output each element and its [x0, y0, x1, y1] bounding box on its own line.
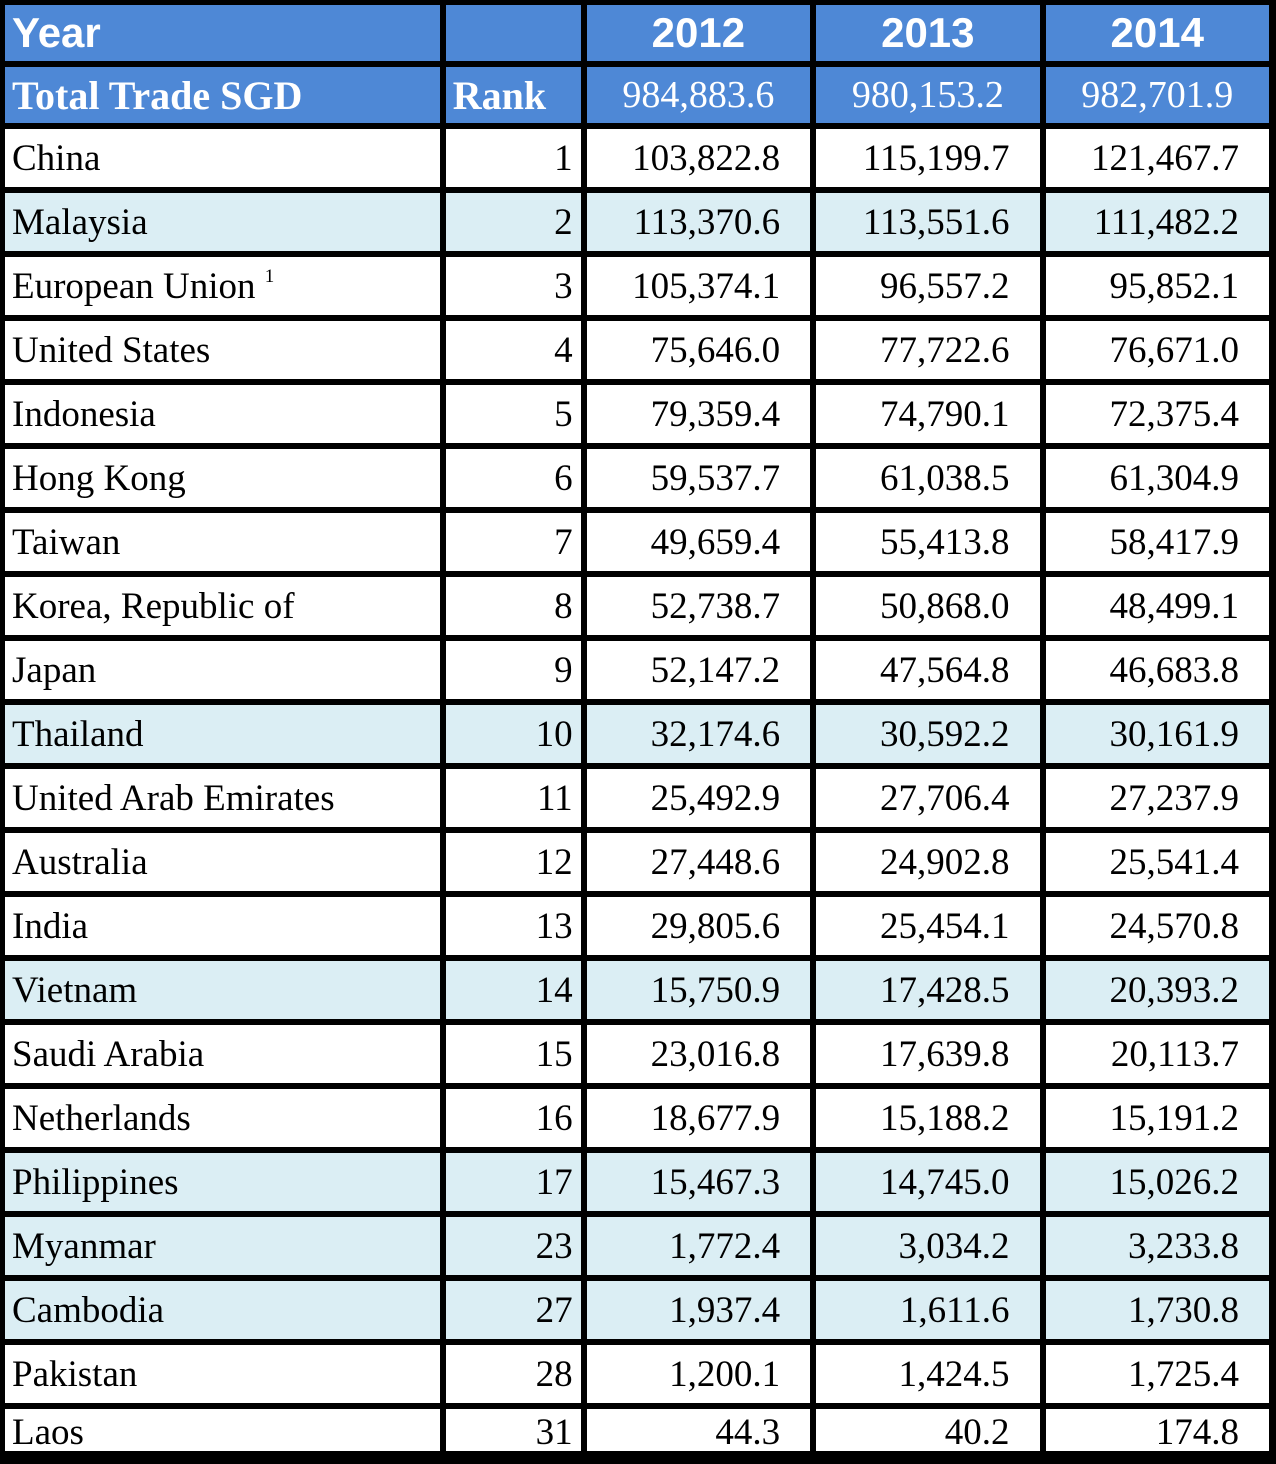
trade-table-body	[5, 5, 1269, 1451]
country-cell	[5, 1025, 440, 1083]
value-cell-2012: 44.3	[587, 1409, 810, 1451]
table-row	[5, 1345, 1269, 1403]
value-cell-2012: 49,659.4	[587, 513, 810, 571]
value-cell-2013: 1,611.6	[816, 1281, 1039, 1339]
table-row	[5, 129, 1269, 187]
value-cell-2012: 15,750.9	[587, 961, 810, 1019]
value-cell-2013: 1,424.5	[816, 1345, 1039, 1403]
value-cell-2013: 50,868.0	[816, 577, 1039, 635]
country-name: Myanmar	[12, 1225, 156, 1267]
table-row	[5, 641, 1269, 699]
country-cell	[5, 321, 440, 379]
table-row	[5, 897, 1269, 955]
value-cell-2012: 18,677.9	[587, 1089, 810, 1147]
header-row	[5, 5, 1269, 61]
value-cell-2014: 121,467.7	[1046, 129, 1269, 187]
table-row	[5, 769, 1269, 827]
country-name: Taiwan	[12, 521, 121, 563]
value-cell-2014: 111,482.2	[1046, 193, 1269, 251]
value-cell-2013: 47,564.8	[816, 641, 1039, 699]
value-cell-2012: 27,448.6	[587, 833, 810, 891]
rank-cell: 2	[446, 193, 581, 251]
country-name: Hong Kong	[12, 457, 186, 499]
country-name: United Arab Emirates	[12, 777, 335, 819]
year-2012-header: 2012	[587, 5, 810, 61]
value-cell-2013: 15,188.2	[816, 1089, 1039, 1147]
table-row	[5, 1153, 1269, 1211]
value-cell-2014: 27,237.9	[1046, 769, 1269, 827]
value-cell-2012: 103,822.8	[587, 129, 810, 187]
rank-cell: 3	[446, 257, 581, 315]
rank-cell: 9	[446, 641, 581, 699]
rank-cell: 10	[446, 705, 581, 763]
rank-cell: 27	[446, 1281, 581, 1339]
rank-cell: 6	[446, 449, 581, 507]
value-cell-2013: 96,557.2	[816, 257, 1039, 315]
value-cell-2013: 25,454.1	[816, 897, 1039, 955]
value-cell-2014: 3,233.8	[1046, 1217, 1269, 1275]
footnote-marker: 1	[264, 265, 275, 287]
country-cell	[5, 1153, 440, 1211]
value-cell-2014: 20,393.2	[1046, 961, 1269, 1019]
value-cell-2013: 74,790.1	[816, 385, 1039, 443]
country-cell	[5, 1281, 440, 1339]
country-cell	[5, 577, 440, 635]
country-name: Laos	[12, 1412, 84, 1451]
year-2013-header: 2013	[816, 5, 1039, 61]
country-name: Philippines	[12, 1161, 179, 1203]
table-row	[5, 961, 1269, 1019]
value-cell-2014: 1,725.4	[1046, 1345, 1269, 1403]
rank-cell: 11	[446, 769, 581, 827]
country-cell	[5, 1217, 440, 1275]
table-row	[5, 577, 1269, 635]
country-cell	[5, 385, 440, 443]
value-cell-2014: 174.8	[1046, 1409, 1269, 1451]
value-cell-2014: 95,852.1	[1046, 257, 1269, 315]
value-cell-2012: 1,937.4	[587, 1281, 810, 1339]
total-2012: 984,883.6	[587, 67, 810, 123]
value-cell-2014: 76,671.0	[1046, 321, 1269, 379]
value-cell-2013: 55,413.8	[816, 513, 1039, 571]
country-cell	[5, 961, 440, 1019]
rank-header-cell	[446, 5, 581, 61]
value-cell-2013: 17,639.8	[816, 1025, 1039, 1083]
country-name: Thailand	[12, 713, 144, 755]
value-cell-2014: 72,375.4	[1046, 385, 1269, 443]
year-label: Year	[5, 5, 440, 61]
table-row	[5, 449, 1269, 507]
total-2013: 980,153.2	[816, 67, 1039, 123]
rank-cell: 16	[446, 1089, 581, 1147]
value-cell-2012: 1,772.4	[587, 1217, 810, 1275]
country-name: European Union	[12, 265, 256, 307]
country-name: Japan	[12, 649, 97, 691]
country-cell	[5, 1089, 440, 1147]
value-cell-2012: 25,492.9	[587, 769, 810, 827]
rank-cell: 13	[446, 897, 581, 955]
value-cell-2014: 61,304.9	[1046, 449, 1269, 507]
country-name: China	[12, 137, 101, 179]
country-cell	[5, 449, 440, 507]
country-cell	[5, 833, 440, 891]
rank-cell: 1	[446, 129, 581, 187]
value-cell-2013: 24,902.8	[816, 833, 1039, 891]
value-cell-2012: 52,147.2	[587, 641, 810, 699]
rank-cell: 15	[446, 1025, 581, 1083]
value-cell-2013: 40.2	[816, 1409, 1039, 1451]
value-cell-2014: 15,026.2	[1046, 1153, 1269, 1211]
country-name: Saudi Arabia	[12, 1033, 205, 1075]
value-cell-2013: 27,706.4	[816, 769, 1039, 827]
country-name: India	[12, 905, 89, 947]
country-cell	[5, 641, 440, 699]
country-name: United States	[12, 329, 211, 371]
rank-cell: 14	[446, 961, 581, 1019]
value-cell-2014: 25,541.4	[1046, 833, 1269, 891]
value-cell-2012: 105,374.1	[587, 257, 810, 315]
value-cell-2014: 24,570.8	[1046, 897, 1269, 955]
table-row	[5, 833, 1269, 891]
table-row	[5, 257, 1269, 315]
country-name: Indonesia	[12, 393, 156, 435]
country-cell	[5, 769, 440, 827]
value-cell-2012: 15,467.3	[587, 1153, 810, 1211]
total-2014: 982,701.9	[1046, 67, 1269, 123]
value-cell-2013: 61,038.5	[816, 449, 1039, 507]
rank-cell: 8	[446, 577, 581, 635]
country-name: Australia	[12, 841, 148, 883]
value-cell-2013: 115,199.7	[816, 129, 1039, 187]
year-2014-header: 2014	[1046, 5, 1269, 61]
table-row	[5, 385, 1269, 443]
country-cell	[5, 193, 440, 251]
value-cell-2014: 58,417.9	[1046, 513, 1269, 571]
value-cell-2012: 23,016.8	[587, 1025, 810, 1083]
value-cell-2014: 15,191.2	[1046, 1089, 1269, 1147]
rank-cell: 4	[446, 321, 581, 379]
table-row	[5, 1089, 1269, 1147]
rank-cell: 17	[446, 1153, 581, 1211]
value-cell-2014: 20,113.7	[1046, 1025, 1269, 1083]
country-cell	[5, 129, 440, 187]
country-cell	[5, 513, 440, 571]
country-cell	[5, 897, 440, 955]
value-cell-2012: 79,359.4	[587, 385, 810, 443]
value-cell-2014: 46,683.8	[1046, 641, 1269, 699]
country-cell	[5, 1345, 440, 1403]
rank-cell: 28	[446, 1345, 581, 1403]
country-cell	[5, 257, 440, 315]
table-row	[5, 513, 1269, 571]
table-row	[5, 321, 1269, 379]
value-cell-2013: 14,745.0	[816, 1153, 1039, 1211]
country-name: Vietnam	[12, 969, 138, 1011]
total-label: Total Trade SGD	[5, 67, 440, 123]
table-row	[5, 705, 1269, 763]
country-name: Malaysia	[12, 201, 148, 243]
value-cell-2012: 32,174.6	[587, 705, 810, 763]
country-name: Pakistan	[12, 1353, 138, 1395]
total-row	[5, 67, 1269, 123]
value-cell-2012: 29,805.6	[587, 897, 810, 955]
value-cell-2014: 30,161.9	[1046, 705, 1269, 763]
value-cell-2012: 59,537.7	[587, 449, 810, 507]
value-cell-2013: 30,592.2	[816, 705, 1039, 763]
rank-cell: 31	[446, 1409, 581, 1451]
value-cell-2012: 113,370.6	[587, 193, 810, 251]
rank-cell: 7	[446, 513, 581, 571]
table-row	[5, 1217, 1269, 1275]
table-row	[5, 1025, 1269, 1083]
table-row	[5, 1281, 1269, 1339]
rank-cell: 12	[446, 833, 581, 891]
value-cell-2013: 77,722.6	[816, 321, 1039, 379]
rank-label: Rank	[446, 67, 581, 123]
value-cell-2012: 52,738.7	[587, 577, 810, 635]
value-cell-2013: 113,551.6	[816, 193, 1039, 251]
country-name: Korea, Republic of	[12, 585, 295, 627]
value-cell-2013: 3,034.2	[816, 1217, 1039, 1275]
value-cell-2013: 17,428.5	[816, 961, 1039, 1019]
country-cell	[5, 1409, 440, 1451]
table-row	[5, 1409, 1269, 1451]
table-row	[5, 193, 1269, 251]
value-cell-2012: 75,646.0	[587, 321, 810, 379]
value-cell-2014: 48,499.1	[1046, 577, 1269, 635]
rank-cell: 5	[446, 385, 581, 443]
country-name: Cambodia	[12, 1289, 165, 1331]
country-name: Netherlands	[12, 1097, 191, 1139]
country-cell	[5, 705, 440, 763]
rank-cell: 23	[446, 1217, 581, 1275]
value-cell-2012: 1,200.1	[587, 1345, 810, 1403]
value-cell-2014: 1,730.8	[1046, 1281, 1269, 1339]
